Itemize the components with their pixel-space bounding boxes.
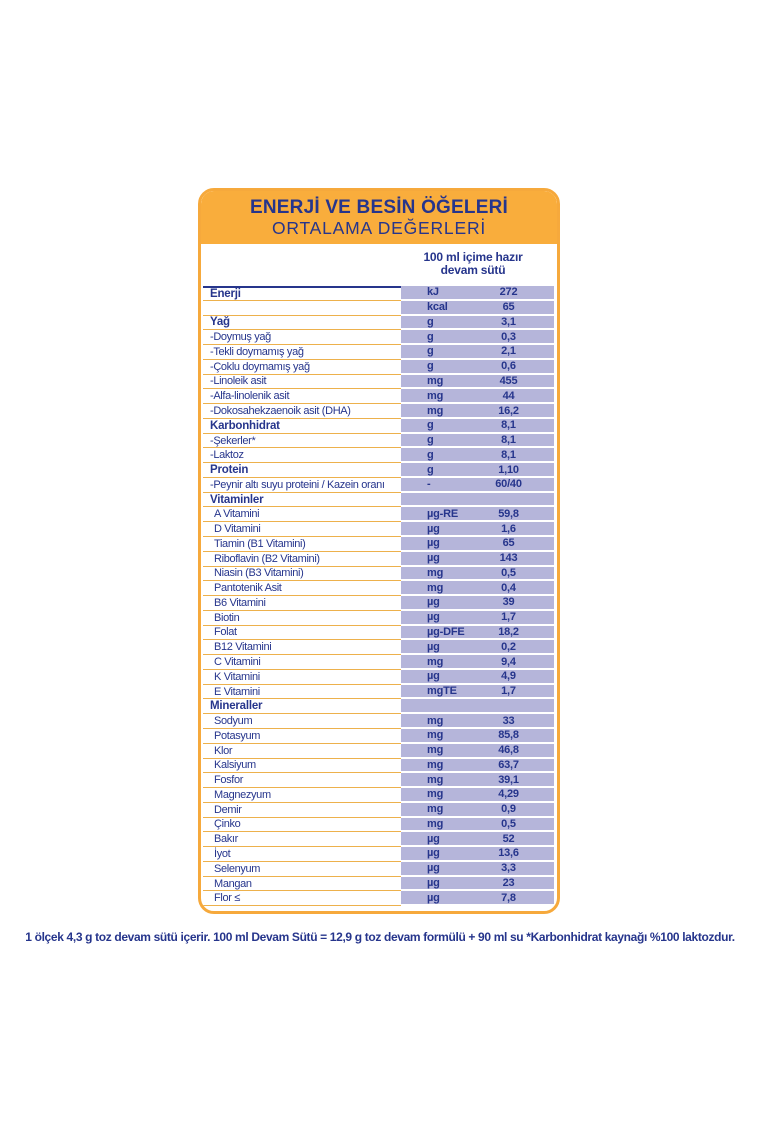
row-label: Pantotenik Asit xyxy=(203,581,401,596)
row-unit: g xyxy=(427,360,434,373)
row-value-cell xyxy=(401,847,554,862)
row-value: 18,2 xyxy=(498,625,519,638)
table-row xyxy=(203,581,554,596)
table-row xyxy=(203,862,554,877)
row-value: 0,2 xyxy=(501,640,516,653)
table-row xyxy=(203,375,554,390)
row-value: 65 xyxy=(502,301,515,314)
row-value-cell xyxy=(401,877,554,892)
row-value-cell xyxy=(401,596,554,611)
row-value-cell xyxy=(401,316,554,331)
table-row xyxy=(203,330,554,345)
table-row xyxy=(203,522,554,537)
row-unit: µg xyxy=(427,847,440,860)
row-value: 3,1 xyxy=(501,315,516,328)
row-value-cell xyxy=(401,685,554,700)
row-label: Folat xyxy=(203,626,401,641)
row-label: Mineraller xyxy=(203,699,401,714)
row-value: 0,5 xyxy=(501,566,516,579)
row-label: K Vitamini xyxy=(203,670,401,685)
table-row xyxy=(203,773,554,788)
row-unit: mg xyxy=(427,655,444,668)
table-row xyxy=(203,655,554,670)
row-value: 85,8 xyxy=(498,729,519,742)
row-unit: mgTE xyxy=(427,685,457,698)
row-value: 272 xyxy=(499,286,518,299)
row-value-cell xyxy=(401,670,554,685)
row-value-cell xyxy=(401,818,554,833)
value-column-header-line2: devam sütü xyxy=(440,263,506,278)
row-value: 46,8 xyxy=(498,744,519,757)
row-unit: mg xyxy=(427,817,444,830)
table-row xyxy=(203,537,554,552)
row-unit: mg xyxy=(427,389,444,402)
row-unit: mg xyxy=(427,788,444,801)
row-value-cell xyxy=(401,729,554,744)
row-unit: g xyxy=(427,463,434,476)
row-unit: µg-RE xyxy=(427,507,459,520)
row-label: Potasyum xyxy=(203,729,401,744)
row-value-cell xyxy=(401,788,554,803)
table-row xyxy=(203,493,554,508)
row-label: -Dokosahekzaenoik asit (DHA) xyxy=(203,404,401,419)
row-value: 143 xyxy=(499,552,518,565)
row-unit: g xyxy=(427,448,434,461)
row-value: 39,1 xyxy=(498,773,519,786)
table-row xyxy=(203,478,554,493)
row-value: 3,3 xyxy=(501,862,516,875)
table-row xyxy=(203,611,554,626)
row-value-cell xyxy=(401,581,554,596)
row-value: 0,4 xyxy=(501,581,516,594)
row-value: 0,9 xyxy=(501,803,516,816)
row-label: -Doymuş yağ xyxy=(203,330,401,345)
row-value-cell xyxy=(401,567,554,582)
row-label: C Vitamini xyxy=(203,655,401,670)
row-value-cell xyxy=(401,773,554,788)
table-row xyxy=(203,729,554,744)
row-label: İyot xyxy=(203,847,401,862)
table-row xyxy=(203,316,554,331)
row-label: Karbonhidrat xyxy=(203,419,401,434)
row-value: 65 xyxy=(502,537,515,550)
row-unit: g xyxy=(427,315,434,328)
row-value: 1,10 xyxy=(498,463,519,476)
value-column-header xyxy=(397,251,549,278)
row-unit: µg-DFE xyxy=(427,625,465,638)
row-value-cell xyxy=(401,832,554,847)
row-label: Kalsiyum xyxy=(203,759,401,774)
row-label: Riboflavin (B2 Vitamini) xyxy=(203,552,401,567)
row-unit: mg xyxy=(427,758,444,771)
row-label: Mangan xyxy=(203,877,401,892)
row-value-cell xyxy=(401,448,554,463)
row-unit: mg xyxy=(427,729,444,742)
row-value-cell xyxy=(401,891,554,906)
row-value-cell xyxy=(401,301,554,316)
row-unit: kcal xyxy=(427,301,448,314)
table-row xyxy=(203,818,554,833)
row-label: -Tekli doymamış yağ xyxy=(203,345,401,360)
row-label: Biotin xyxy=(203,611,401,626)
row-value: 0,6 xyxy=(501,360,516,373)
row-label: -Şekerler* xyxy=(203,434,401,449)
row-unit: µg xyxy=(427,670,440,683)
row-value-cell xyxy=(401,360,554,375)
column-header-area xyxy=(201,244,557,286)
row-value-cell xyxy=(401,537,554,552)
row-label: Niasin (B3 Vitamini) xyxy=(203,567,401,582)
row-unit: µg xyxy=(427,891,440,904)
row-unit: µg xyxy=(427,877,440,889)
row-value: 52 xyxy=(502,832,515,845)
row-value: 4,9 xyxy=(501,670,516,683)
row-unit: g xyxy=(427,330,434,343)
row-value-cell xyxy=(401,404,554,419)
row-value: 455 xyxy=(499,374,518,387)
row-value-cell xyxy=(401,507,554,522)
row-label: -Çoklu doymamış yağ xyxy=(203,360,401,375)
row-unit: µg xyxy=(427,832,440,845)
row-value-cell xyxy=(401,434,554,449)
table-row xyxy=(203,699,554,714)
row-value-cell xyxy=(401,699,554,714)
row-value: 2,1 xyxy=(501,345,516,358)
row-value-cell xyxy=(401,862,554,877)
row-value: 8,1 xyxy=(501,419,516,432)
row-unit: µg xyxy=(427,552,440,565)
row-value: 63,7 xyxy=(498,758,519,771)
row-value: 44 xyxy=(502,389,515,402)
row-value-cell xyxy=(401,626,554,641)
row-label: Protein xyxy=(203,463,401,478)
row-value: 0,5 xyxy=(501,817,516,830)
nutrition-facts-table xyxy=(198,188,560,914)
row-value-cell xyxy=(401,375,554,390)
table-row xyxy=(203,670,554,685)
row-value-cell xyxy=(401,345,554,360)
row-value-cell xyxy=(401,286,554,301)
row-unit: mg xyxy=(427,374,444,387)
row-value-cell xyxy=(401,419,554,434)
row-value: 60/40 xyxy=(495,478,522,491)
table-row xyxy=(203,301,554,316)
row-value: 1,7 xyxy=(501,611,516,624)
row-value: 8,1 xyxy=(501,448,516,461)
row-label: -Peynir altı suyu proteini / Kazein oranı xyxy=(203,478,401,493)
table-row xyxy=(203,744,554,759)
row-unit: µg xyxy=(427,611,440,624)
table-row xyxy=(203,803,554,818)
row-unit: mg xyxy=(427,404,444,417)
table-row xyxy=(203,891,554,906)
table-row xyxy=(203,832,554,847)
table-row xyxy=(203,345,554,360)
table-row xyxy=(203,286,554,301)
row-label: Bakır xyxy=(203,832,401,847)
row-value-cell xyxy=(401,803,554,818)
row-unit: mg xyxy=(427,744,444,757)
table-row xyxy=(203,389,554,404)
row-unit: µg xyxy=(427,596,440,609)
row-label: Klor xyxy=(203,744,401,759)
row-value: 7,8 xyxy=(501,891,516,904)
row-label xyxy=(203,301,401,316)
row-value: 23 xyxy=(502,877,515,889)
table-row xyxy=(203,567,554,582)
row-value-cell xyxy=(401,463,554,478)
table-title: ENERJİ VE BESİN ÖĞELERİ xyxy=(250,197,508,219)
row-unit: µg xyxy=(427,640,440,653)
row-unit: mg xyxy=(427,714,444,727)
row-value: 59,8 xyxy=(498,507,519,520)
row-label: Sodyum xyxy=(203,714,401,729)
row-label: Enerji xyxy=(203,286,401,301)
row-value: 0,3 xyxy=(501,330,516,343)
row-label: E Vitamini xyxy=(203,685,401,700)
row-unit: g xyxy=(427,434,434,447)
table-subtitle: ORTALAMA DEĞERLERİ xyxy=(271,217,487,238)
row-label: -Laktoz xyxy=(203,448,401,463)
value-column-header-line1: 100 ml içime hazır xyxy=(423,250,523,264)
footnote: 1 ölçek 4,3 g toz devam sütü içerir. 100 ml Devam Sütü = 12,9 g toz devam formülü + 90 ml su *Karbonhidrat kaynağı %100 laktozdur. xyxy=(25,930,735,944)
table-row xyxy=(203,404,554,419)
row-label: B12 Vitamini xyxy=(203,640,401,655)
row-value: 33 xyxy=(502,714,515,727)
row-unit: mg xyxy=(427,803,444,816)
row-label: Vitaminler xyxy=(203,493,401,508)
row-unit: g xyxy=(427,345,434,358)
row-unit: kJ xyxy=(427,286,439,299)
table-row xyxy=(203,552,554,567)
row-label: -Alfa-linolenik asit xyxy=(203,389,401,404)
table-row xyxy=(203,714,554,729)
row-unit: - xyxy=(427,478,431,491)
table-title-band xyxy=(201,191,557,244)
row-value: 9,4 xyxy=(501,655,516,668)
table-row xyxy=(203,847,554,862)
table-body xyxy=(201,286,557,906)
row-value: 13,6 xyxy=(498,847,519,860)
row-unit: µg xyxy=(427,522,440,535)
table-row xyxy=(203,507,554,522)
row-value-cell xyxy=(401,330,554,345)
row-value-cell xyxy=(401,522,554,537)
row-value: 1,6 xyxy=(501,522,516,535)
row-value: 39 xyxy=(502,596,515,609)
table-row xyxy=(203,448,554,463)
row-unit: g xyxy=(427,419,434,432)
row-value-cell xyxy=(401,389,554,404)
row-label: Selenyum xyxy=(203,862,401,877)
row-label: -Linoleik asit xyxy=(203,375,401,390)
row-value-cell xyxy=(401,493,554,508)
row-value-cell xyxy=(401,611,554,626)
row-unit: mg xyxy=(427,581,444,594)
table-row xyxy=(203,463,554,478)
row-label: D Vitamini xyxy=(203,522,401,537)
row-label: Fosfor xyxy=(203,773,401,788)
table-row xyxy=(203,434,554,449)
row-label: Demir xyxy=(203,803,401,818)
table-row xyxy=(203,759,554,774)
row-unit: mg xyxy=(427,566,444,579)
row-value-cell xyxy=(401,744,554,759)
row-value-cell xyxy=(401,478,554,493)
row-label: Flor ≤ xyxy=(203,891,401,906)
table-row xyxy=(203,685,554,700)
row-unit: µg xyxy=(427,862,440,875)
row-value: 8,1 xyxy=(501,434,516,447)
table-row xyxy=(203,626,554,641)
row-value-cell xyxy=(401,714,554,729)
table-row xyxy=(203,596,554,611)
row-label: A Vitamini xyxy=(203,507,401,522)
row-label: B6 Vitamini xyxy=(203,596,401,611)
row-label: Tiamin (B1 Vitamini) xyxy=(203,537,401,552)
row-value: 1,7 xyxy=(501,685,516,698)
row-unit: mg xyxy=(427,773,444,786)
row-value-cell xyxy=(401,640,554,655)
row-unit: µg xyxy=(427,537,440,550)
row-label: Magnezyum xyxy=(203,788,401,803)
table-row xyxy=(203,640,554,655)
row-value-cell xyxy=(401,655,554,670)
row-label: Çinko xyxy=(203,818,401,833)
table-row xyxy=(203,788,554,803)
row-value-cell xyxy=(401,552,554,567)
row-value: 4,29 xyxy=(498,788,519,801)
row-label: Yağ xyxy=(203,316,401,331)
row-value: 16,2 xyxy=(498,404,519,417)
table-row xyxy=(203,419,554,434)
table-row xyxy=(203,877,554,892)
table-row xyxy=(203,360,554,375)
row-value-cell xyxy=(401,759,554,774)
